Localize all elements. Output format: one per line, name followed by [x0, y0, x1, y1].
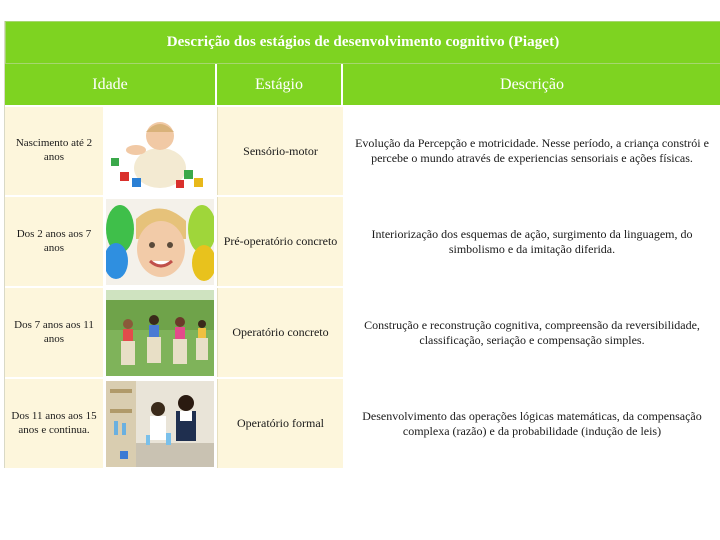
image-cell — [103, 197, 217, 286]
table-row — [5, 286, 720, 377]
stage-cell: Operatório concreto — [217, 288, 343, 377]
image-cell — [103, 107, 217, 195]
table-row — [5, 195, 720, 286]
description-cell: Evolução da Percepção e motricidade. Nesse período, a criança constrói e percebe o mundo através de experiencias sensoriais e ações físicas. — [343, 107, 720, 195]
table-title: Descrição dos estágios de desenvolvimento cognitivo (Piaget) — [5, 21, 720, 64]
age-cell: Dos 11 anos aos 15 anos e continua. — [5, 379, 103, 468]
image-cell — [103, 379, 217, 468]
stage-cell: Sensório-motor — [217, 107, 343, 195]
header-descricao: Descrição — [500, 75, 564, 93]
stage-cell: Pré-operatório concreto — [217, 197, 343, 286]
baby-with-blocks-photo — [106, 108, 214, 194]
children-sack-race-photo — [106, 290, 214, 376]
table-row — [5, 105, 720, 195]
description-cell: Construção e reconstrução cognitiva, compreensão da reversibilidade, classificação, seriação e compensação simples. — [343, 288, 720, 377]
image-cell — [103, 288, 217, 377]
description-cell: Interiorização dos esquemas de ação, surgimento da linguagem, do simbolismo e da imitação diferida. — [343, 197, 720, 286]
header-estagio: Estágio — [217, 64, 343, 105]
piaget-stages-table — [4, 21, 720, 468]
header-idade: Idade — [5, 64, 217, 105]
child-painted-hands-photo — [106, 199, 214, 285]
age-cell: Dos 2 anos aos 7 anos — [5, 197, 103, 286]
stage-cell: Operatório formal — [217, 379, 343, 468]
students-laboratory-photo — [106, 381, 214, 467]
age-cell: Nascimento até 2 anos — [5, 107, 103, 195]
age-cell: Dos 7 anos aos 11 anos — [5, 288, 103, 377]
description-cell: Desenvolvimento das operações lógicas matemáticas, da compensação complexa (razão) e da probabilidade (indução de leis) — [343, 379, 720, 468]
table-row — [5, 377, 720, 468]
table-header-row — [5, 64, 720, 105]
